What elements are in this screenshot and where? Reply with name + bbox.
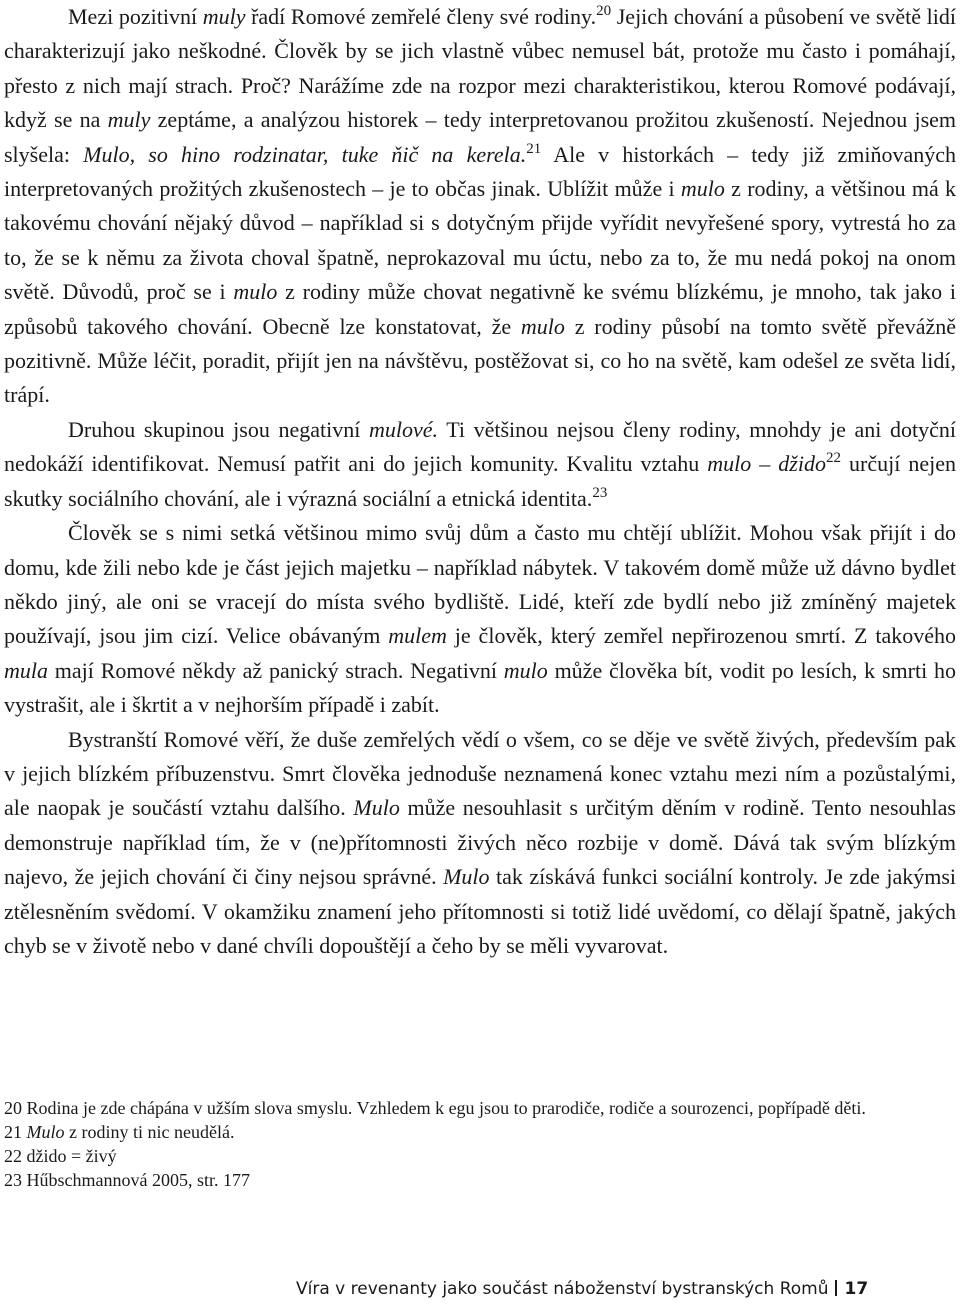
text-run: z rodiny, a většinou má k takovému chování nějaký důvod – například si s dotyčným přijde vyřídit nevyřešené spory, vytrestá ho za to, že se k němu za života choval špatně, neprokazoval mu úctu, nebo za to, že mu nedá pokoj na onom světě. Důvodů, proč se i (4, 176, 956, 305)
italic-term: mulo (503, 657, 548, 683)
text-run: 21 (4, 1122, 27, 1142)
text-run: Bystranští Romové věří, že duše zemřelých vědí o všem, co se děje ve světě živých, především pak v jejich blízkém příbuzenstvu. Smrt člověka jednoduše neznamená konec vztahu mezi ním a pozůstalými, ale naopak je součástí vztahu dalšího. (4, 726, 956, 821)
text-run: zeptáme, a analýzou historek – tedy interpretovanou prožitou zkušeností. Nejednou jsem slyšela: (4, 107, 957, 167)
text-run: mají Romové někdy až panický strach. Negativní (48, 657, 504, 683)
footnote-ref: 20 (596, 3, 612, 19)
text-run: Druhou skupinou jsou negativní (68, 416, 369, 442)
running-footer (296, 1278, 956, 1300)
footnote-ref: 23 (592, 484, 608, 501)
body-text (4, 0, 956, 963)
text-run: může nesouhlasit s určitým děním v rodině. Tento nesouhlas demonstruje například tím, že v (ne)přítomnosti živých něco rozbije v domě. Dává tak svým blízkým najevo, že jejich chování či činy nejsou správné. (4, 795, 956, 890)
paragraph (4, 723, 956, 964)
footnote-ref: 21 (526, 140, 542, 157)
text-run: určují nejen skutky sociálního chování, ale i výrazná sociální a etnická identita. (4, 451, 956, 511)
text-run: Člověk se s nimi setká většinou mimo svůj dům a často mu chtějí ublížit. Mohou však přijít i do domu, kde žili nebo kde je část jejich majetku – například nábytek. V takovém domě může už dávno bydlet někdo jiný, ale oni se vracejí do místa svého bydliště. Lidé, kteří zde bydlí nebo již zmíněný majetek používají, jsou jim cizí. Velice obávaným (4, 520, 956, 649)
text-run: z rodiny působí na tomto světě převážně pozitivně. Může léčit, poradit, přijít jen na návštěvu, postěžovat si, co ho na světě, kam odešel ze světa lidí, trápí. (4, 313, 956, 408)
text-run: tak získává funkci sociální kontroly. Je zde jakýmsi ztělesněním svědomí. V okamžiku znamení jeho přítomnosti si totiž lidé uvědomí, co dělají špatně, jakých chyb se v životě nebo v dané chvíli dopouštějí a čeho by se měli vyvarovat. (4, 864, 956, 958)
italic-term: Mulo (353, 795, 400, 821)
footnote (4, 1120, 956, 1144)
text-run: může člověka bít, vodit po lesích, k smrti ho vystrašit, ale i škrtit a v nejhorším případě i zabít. (4, 657, 956, 718)
footnote (4, 1168, 956, 1192)
running-title: Víra v revenanty jako součást náboženství bystranských Romů (296, 1279, 829, 1299)
page-number: 17 (844, 1279, 869, 1299)
italic-term: mulo (233, 279, 278, 305)
text-run: 20 Rodina je zde chápána v užším slova smyslu. Vzhledem k egu jsou to prarodiče, rodiče a sourozenci, popřípadě děti. (4, 1098, 866, 1118)
italic-term: muly (107, 107, 151, 133)
footnote (4, 1096, 956, 1120)
footer-divider (835, 1280, 837, 1296)
paragraph (4, 413, 956, 516)
text-run: z rodiny může chovat negativně ke svému blízkému, je mnoho, tak jako i způsobů takového chování. Obecně lze konstatovat, že (4, 279, 956, 339)
text-run: Ti většinou nejsou členy rodiny, mnohdy je ani dotyční nedokáží identifikovat. Nemusí patřit ani do jejich komunity. Kvalitu vztahu (4, 416, 956, 477)
footnotes (4, 1096, 956, 1192)
italic-term: muly (202, 4, 246, 29)
paragraph (4, 516, 956, 722)
italic-term: Mulo (26, 1122, 65, 1142)
italic-term: mulové. (368, 416, 438, 442)
italic-term: mulo – džido (707, 451, 826, 477)
italic-term: mula (4, 657, 48, 683)
text-run: Mezi pozitivní (68, 4, 203, 29)
text-run: je člověk, který zemřel nepřirozenou smrtí. Z takového (446, 623, 956, 649)
text-run: Ale v historkách – tedy již zmiňovaných interpretovaných prožitých zkušenostech – je to občas jinak. Ublížit může i (4, 141, 957, 202)
text-run: Jejich chování a působení ve světě lidí charakterizují jako neškodné. Člověk by se jich vlastně vůbec nemusel bát, protože mu často i pomáhají, přesto z nich mají strach. Proč? Narážíme zde na rozpor mezi charakteristikou, kterou Romové podávají, když se na (4, 4, 957, 133)
text-run: z rodiny ti nic neudělá. (64, 1122, 235, 1142)
paragraph (4, 0, 956, 413)
text-run: 23 Hűbschmannová 2005, str. 177 (4, 1170, 250, 1190)
italic-term: mulo (520, 313, 565, 339)
text-run: 22 džido = živý (4, 1146, 117, 1166)
text-run: řadí Romové zemřelé členy své rodiny. (245, 4, 597, 29)
italic-term: mulo (680, 176, 725, 202)
italic-term: mulem (388, 623, 447, 649)
footnote (4, 1144, 956, 1168)
italic-term: Mulo (443, 864, 490, 890)
italic-term: Mulo, so hino rodzinatar, tuke ňič na kerela. (83, 141, 527, 167)
footnote-ref: 22 (825, 450, 841, 467)
